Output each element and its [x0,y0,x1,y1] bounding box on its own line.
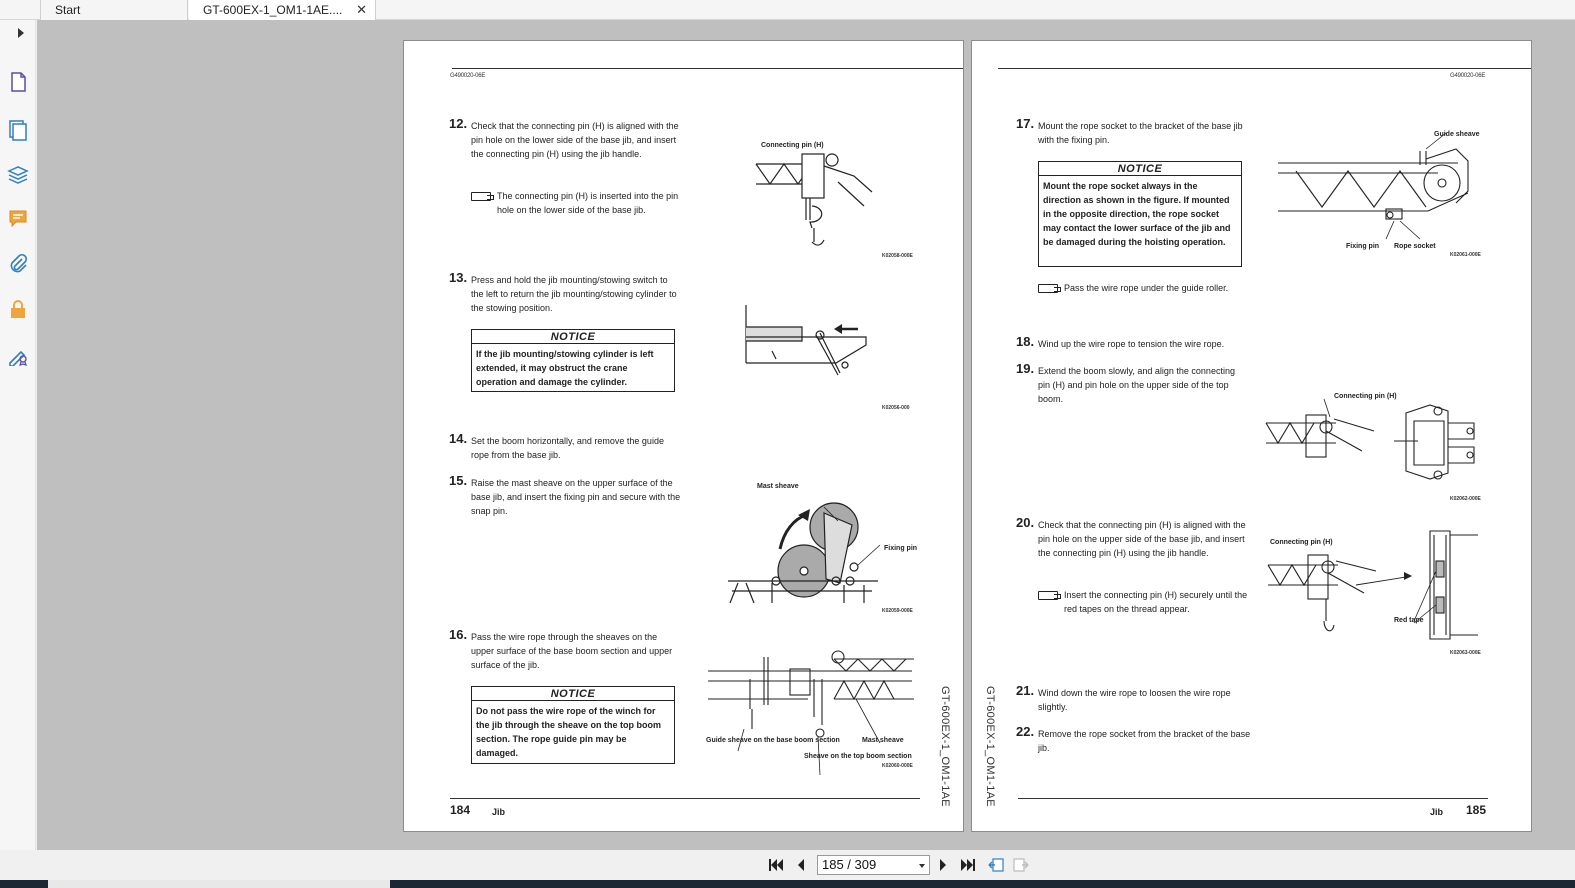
header-code: G490020-06E [450,73,486,79]
page-number-input[interactable] [817,855,930,875]
notice-body: Mount the rope socket always in the direction as shown in the figure. If mounted in the opposite direction, the rope socket may contact the lower surface of the jib and be damaged during the hoisting operation. [1043,181,1231,247]
figure-code: K02056-000 [882,405,910,411]
step-19 [1016,361,1238,406]
step-number: 22. [1016,724,1035,739]
section-name: Jib [492,807,506,817]
figure-code: K02063-000E [1450,650,1481,656]
step-text: Press and hold the jib mounting/stowing switch to the left to return the jib mounting/stowing cylinder to the stowing position. [471,275,677,313]
step-text: Wind down the wire rope to loosen the wire rope slightly. [1038,688,1231,712]
notice-title: NOTICE [472,330,674,344]
page-navigation-bar [0,850,1575,880]
step-text: Check that the connecting pin (H) is aligned with the pin hole on the lower side of the base jib, and insert the connecting pin (H) using the jib handle. [471,121,679,159]
figure-label: Rope socket [1394,243,1436,250]
step-16 [449,627,681,672]
reference-note [1064,281,1254,295]
step-number: 18. [1016,334,1035,349]
notice-box [471,686,675,764]
first-page-icon[interactable] [768,858,784,872]
pointing-hand-icon [471,192,491,201]
notice-title: NOTICE [472,687,674,701]
figure-code: K02059-000E [882,608,913,614]
expand-panel-icon[interactable] [18,28,24,38]
figure-label: Guide sheave [1434,131,1480,138]
notice-title: NOTICE [1039,162,1241,176]
tab-start[interactable] [40,0,188,20]
step-22 [1016,724,1252,755]
step-text: Mount the rope socket to the bracket of the base jib with the fixing pin. [1038,121,1243,145]
figure-label: Guide sheave on the base boom section [706,737,840,744]
step-number: 16. [449,627,468,642]
figure-cylinder-stowing [742,299,877,383]
step-number: 15. [449,473,468,488]
next-view-icon[interactable] [1012,858,1030,872]
page-number: 185 [1466,803,1487,817]
reference-note-text: Insert the connecting pin (H) securely until the red tapes on the thread appear. [1064,590,1248,614]
notice-body: If the jib mounting/stowing cylinder is left extended, it may obstruct the crane operation and damage the cylinder. [476,349,654,387]
step-18 [1016,334,1248,351]
step-13 [449,270,681,315]
step-text: Remove the rope socket from the bracket of the base jib. [1038,729,1251,753]
step-text: Check that the connecting pin (H) is aligned with the pin hole on the upper side of the base jib, and insert the connecting pin (H) using the jib handle. [1038,520,1246,558]
previous-view-icon[interactable] [987,858,1005,872]
step-number: 13. [449,270,468,285]
last-page-icon[interactable] [960,858,976,872]
previous-page-icon[interactable] [795,858,807,872]
document-viewport[interactable] [37,20,1575,850]
step-text: Extend the boom slowly, and align the connecting pin (H) and pin hole on the upper side of the top boom. [1038,366,1235,404]
header-rule [998,68,1532,69]
taskbar-strip [0,880,1575,888]
step-12 [449,116,679,161]
figure-connecting-pin-top [1264,391,1486,491]
figure-label: Sheave on the top boom section [804,753,912,760]
page-185 [971,40,1532,832]
tab-bar [0,0,1575,20]
section-name: Jib [1430,807,1444,817]
step-number: 19. [1016,361,1035,376]
figure-code: K02062-000E [1450,496,1481,502]
lock-icon[interactable] [6,297,30,321]
step-number: 20. [1016,515,1035,530]
thumbnails-icon[interactable] [6,118,30,142]
figure-rope-socket [1276,129,1494,255]
step-text: Set the boom horizontally, and remove the guide rope from the base jib. [471,436,664,460]
comments-icon[interactable] [6,207,30,231]
figure-code: K02060-000E [882,763,913,769]
page-icon[interactable] [6,70,30,94]
notice-body: Do not pass the wire rope of the winch for the jib through the sheave on the top boom section. The rope guide pin may be damaged. [476,706,661,758]
reference-note-text: The connecting pin (H) is inserted into the pin hole on the lower side of the base jib. [497,191,679,215]
page-number: 184 [450,803,471,817]
footer-rule [1018,798,1488,799]
layers-icon[interactable] [6,162,30,186]
chevron-down-icon[interactable] [919,864,925,868]
figure-label: Red tape [1394,617,1424,624]
close-icon[interactable]: ✕ [356,2,367,17]
step-number: 12. [449,116,468,131]
step-text: Wind up the wire rope to tension the wire rope. [1038,339,1225,349]
notice-box [1038,161,1242,267]
figure-label: Mast sheave [862,737,904,744]
header-code: G490020-06E [1450,73,1486,79]
pointing-hand-icon [1038,591,1058,600]
figure-label: Connecting pin (H) [761,142,824,149]
figure-label: Connecting pin (H) [1334,393,1397,400]
step-number: 14. [449,431,468,446]
notice-box [471,329,675,392]
header-rule [452,68,964,69]
figure-mast-sheave [724,483,924,608]
figure-connecting-pin-lower [752,136,922,266]
figure-code: K02061-000E [1450,252,1481,258]
step-20 [1016,515,1252,560]
side-title: GT-600EX-1_OM1-1AE [939,686,951,807]
step-number: 21. [1016,683,1035,698]
step-text: Raise the mast sheave on the upper surface of the base jib, and insert the fixing pin and secure with the snap pin. [471,478,681,516]
reference-note-text: Pass the wire rope under the guide roller. [1064,283,1229,293]
step-number: 17. [1016,116,1035,131]
figure-label: Fixing pin [884,545,918,552]
page-indicator: 185 / 309 [822,857,877,872]
footer-rule [450,798,920,799]
pointing-hand-icon [1038,284,1058,293]
taskbar-active-item [48,880,390,888]
side-title: GT-600EX-1_OM1-1AE [984,686,996,807]
figure-label: Fixing pin [1346,243,1380,250]
step-21 [1016,683,1252,714]
tab-start-label: Start [55,3,81,17]
tab-document[interactable] [189,0,376,20]
figure-red-tape [1266,525,1488,651]
attachment-icon[interactable] [6,252,30,276]
figure-wire-rope-path [704,649,916,799]
left-sidebar [0,20,36,850]
step-14 [449,431,681,462]
figure-label: Connecting pin (H) [1270,539,1333,546]
page-184 [403,40,964,832]
reference-note [1064,588,1254,616]
tab-document-label: GT-600EX-1_OM1-1AE.... [203,3,343,17]
figure-label: Mast sheave [757,483,799,490]
signature-icon[interactable] [6,343,30,367]
reference-note [497,189,682,217]
next-page-icon[interactable] [937,858,949,872]
step-17 [1016,116,1248,147]
step-15 [449,473,681,518]
figure-code: K02058-000E [882,253,913,259]
step-text: Pass the wire rope through the sheaves on the upper surface of the base boom section and upper surface of the jib. [471,632,673,670]
